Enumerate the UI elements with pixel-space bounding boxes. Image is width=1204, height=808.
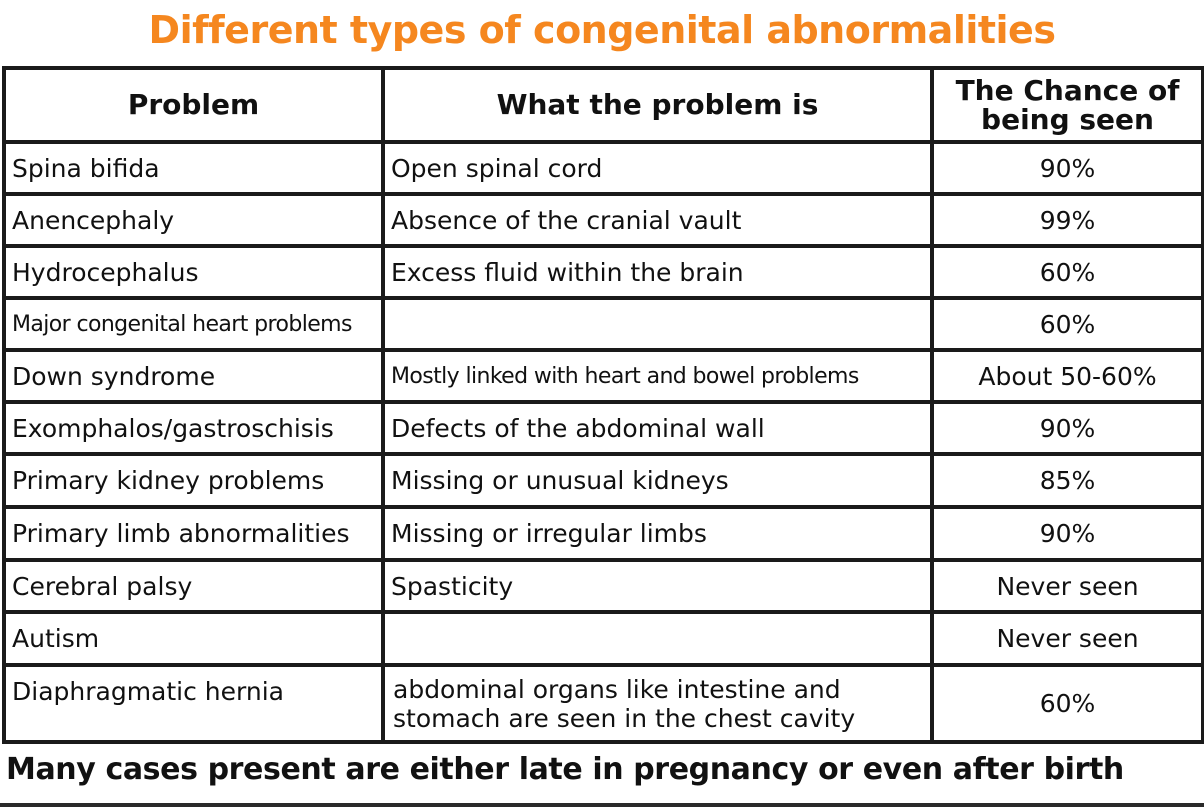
table-row [4, 142, 1203, 194]
table-row [4, 507, 1203, 560]
cell-chance: About 50-60% [932, 350, 1203, 402]
table-row [4, 665, 1203, 742]
cell-problem: Spina bifida [4, 142, 383, 194]
cell-description: Open spinal cord [383, 142, 932, 194]
cell-problem: Primary limb abnormalities [4, 507, 383, 560]
cell-description: Missing or unusual kidneys [383, 454, 932, 507]
cell-chance: 60% [932, 665, 1203, 742]
cell-chance: 90% [932, 507, 1203, 560]
cell-problem: Down syndrome [4, 350, 383, 402]
page-title: Different types of congenital abnormalities [148, 8, 1056, 52]
table-row [4, 350, 1203, 402]
cell-chance: 90% [932, 142, 1203, 194]
cell-chance: 90% [932, 402, 1203, 454]
header-description: What the problem is [383, 68, 932, 142]
table-row [4, 560, 1203, 612]
cell-description: Mostly linked with heart and bowel problems [383, 350, 932, 402]
cell-problem: Exomphalos/gastroschisis [4, 402, 383, 454]
cell-description [383, 298, 932, 350]
cell-problem: Hydrocephalus [4, 246, 383, 298]
cell-chance: Never seen [932, 612, 1203, 665]
header-chance: The Chance of being seen [932, 68, 1203, 142]
abnormalities-table [2, 66, 1204, 744]
table-row [4, 246, 1203, 298]
cell-description [383, 612, 932, 665]
cell-problem: Major congenital heart problems [4, 298, 383, 350]
cell-problem: Primary kidney problems [4, 454, 383, 507]
cell-description: Absence of the cranial vault [383, 194, 932, 246]
cell-description: Defects of the abdominal wall [383, 402, 932, 454]
bottom-divider [0, 803, 1204, 807]
header-problem: Problem [4, 68, 383, 142]
table-row [4, 454, 1203, 507]
footer-note: Many cases present are either late in pregnancy or even after birth [6, 752, 1124, 787]
cell-description: Spasticity [383, 560, 932, 612]
cell-chance: 60% [932, 298, 1203, 350]
cell-description: Missing or irregular limbs [383, 507, 932, 560]
cell-description: abdominal organs like intestine and stomach are seen in the chest cavity [383, 665, 932, 742]
table-row [4, 612, 1203, 665]
table-header-row [4, 68, 1203, 142]
cell-description: Excess fluid within the brain [383, 246, 932, 298]
cell-chance: 85% [932, 454, 1203, 507]
table-row [4, 298, 1203, 350]
cell-problem: Anencephaly [4, 194, 383, 246]
table-row [4, 194, 1203, 246]
cell-problem: Autism [4, 612, 383, 665]
cell-problem: Cerebral palsy [4, 560, 383, 612]
cell-problem: Diaphragmatic hernia [4, 665, 383, 742]
cell-chance: Never seen [932, 560, 1203, 612]
cell-chance: 99% [932, 194, 1203, 246]
table-row [4, 402, 1203, 454]
cell-chance: 60% [932, 246, 1203, 298]
